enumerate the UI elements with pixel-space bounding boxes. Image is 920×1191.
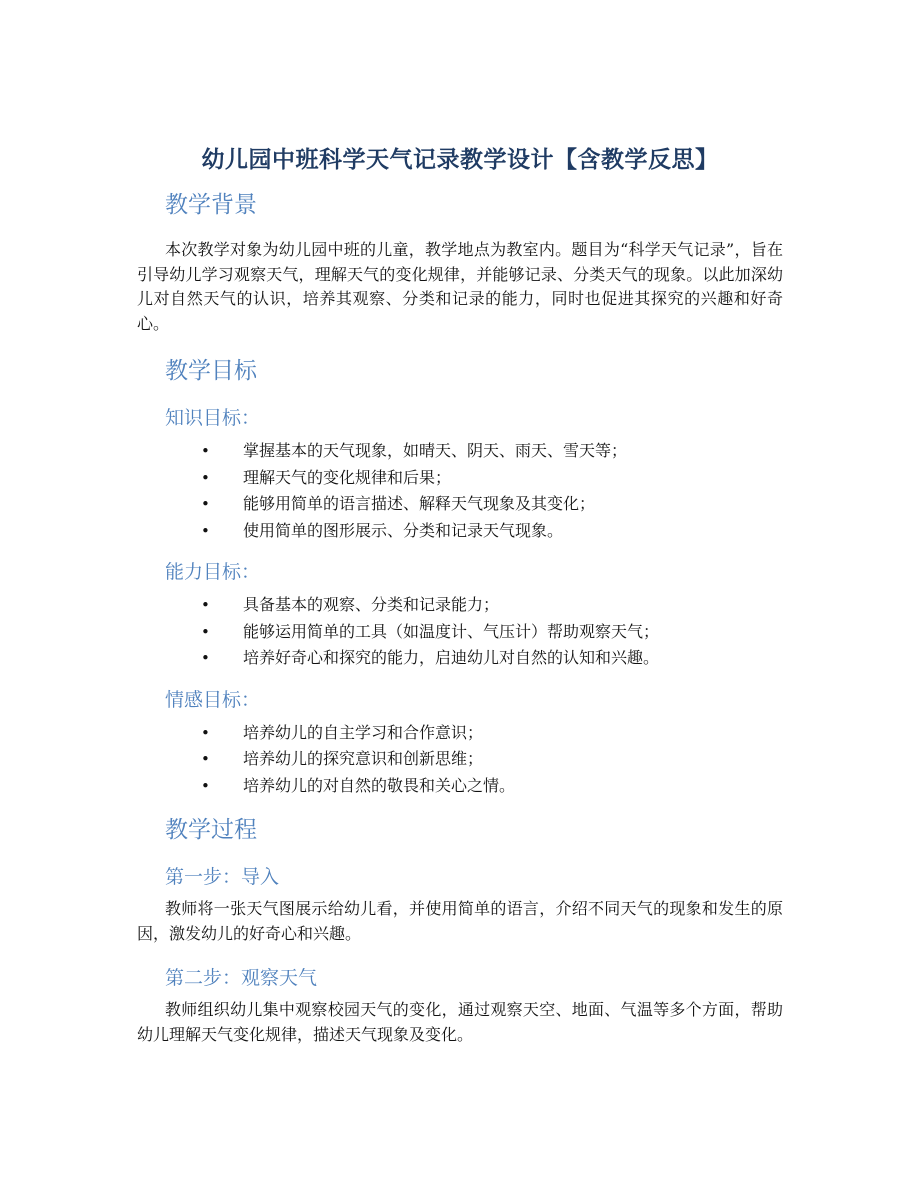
bullet-icon: • — [201, 622, 210, 641]
bullet-icon: • — [201, 521, 210, 540]
heading-emotion-objectives: 情感目标： — [165, 688, 261, 711]
heading-knowledge-objectives: 知识目标： — [165, 407, 261, 429]
list-item: • 培养好奇心和探究的能力，启迪幼儿对自然的认知和兴趣。 — [137, 645, 783, 672]
bullet-icon: • — [201, 495, 210, 513]
heading-ability-objectives: 能力目标： — [165, 561, 261, 583]
bullet-icon: • — [201, 596, 210, 614]
emotion-objectives-list — [137, 720, 783, 800]
bullet-icon: • — [201, 750, 210, 768]
step1-paragraph: 教师将一张天气图展示给幼儿看，并使用简单的语言，介绍不同天气的现象和发生的原因，激发幼儿的好奇心和兴趣。 — [137, 899, 783, 943]
ability-objectives-list — [137, 592, 783, 672]
list-item: • 具备基本的观察、分类和记录能力； — [137, 592, 783, 619]
list-item: • 能够用简单的语言描述、解释天气现象及其变化； — [137, 491, 783, 518]
heading-step1: 第一步：导入 — [165, 866, 280, 888]
bullet-icon: • — [201, 442, 210, 460]
list-item: • 培养幼儿的对自然的敬畏和关心之情。 — [137, 773, 783, 800]
background-paragraph: 本次教学对象为幼儿园中班的儿童，教学地点为教室内。题目为“科学天气记录”，旨在引导幼儿学习观察天气，理解天气的变化规律，并能够记录、分类天气的现象。以此加深幼儿对自然天气的认识，培养其观察、分类和记录的能力，同时也促进其探究的兴趣和好奇心。 — [137, 240, 783, 333]
list-item: • 培养幼儿的自主学习和合作意识； — [137, 720, 783, 747]
list-item: • 使用简单的图形展示、分类和记录天气现象。 — [137, 518, 783, 545]
list-item: • 培养幼儿的探究意识和创新思维； — [137, 746, 783, 773]
step2-paragraph: 教师组织幼儿集中观察校园天气的变化，通过观察天空、地面、气温等多个方面，帮助幼儿理解天气变化规律，描述天气现象及变化。 — [137, 1000, 783, 1044]
bullet-icon: • — [201, 776, 210, 795]
document-page — [137, 140, 783, 1065]
list-item: • 掌握基本的天气现象，如晴天、阴天、雨天、雪天等； — [137, 438, 783, 465]
document-title: 幼儿园中班科学天气记录教学设计【含教学反思】 — [201, 147, 719, 173]
list-item: • 能够运用简单的工具（如温度计、气压计）帮助观察天气； — [137, 619, 783, 646]
heading-background: 教学背景 — [165, 192, 257, 218]
bullet-icon: • — [201, 723, 210, 742]
list-item: • 理解天气的变化规律和后果； — [137, 465, 783, 492]
heading-step2: 第二步：观察天气 — [165, 967, 318, 989]
heading-objectives: 教学目标 — [165, 358, 257, 384]
heading-process: 教学过程 — [165, 817, 257, 843]
knowledge-objectives-list — [137, 438, 783, 544]
bullet-icon: • — [201, 468, 210, 487]
bullet-icon: • — [201, 649, 210, 667]
